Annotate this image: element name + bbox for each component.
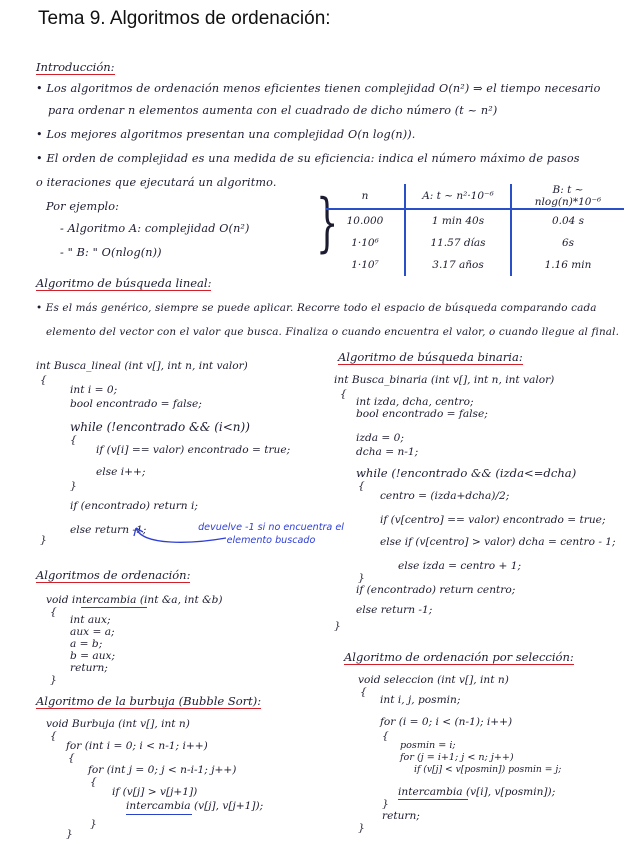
code-line: bool encontrado = false; (356, 408, 488, 420)
code-line: { (358, 480, 365, 492)
code-line: int Busca_binaria (int v[], int n, int valor) (334, 374, 555, 386)
code-line: for (int i = 0; i < n-1; i++) (66, 740, 208, 752)
code-line: if (v[j] > v[j+1]) (112, 786, 198, 798)
fn-underline (126, 814, 192, 815)
intro-line: • Los mejores algoritmos presentan una complejidad O(n log(n)). (36, 128, 416, 141)
code-line: intercambia (v[j], v[j+1]); (126, 800, 264, 812)
intro-line: • El orden de complejidad es una medida de su eficiencia: indica el número máximo de pasos (36, 152, 580, 165)
table-row (326, 232, 624, 254)
code-line: { (382, 730, 389, 742)
linear-desc-line: elemento del vector con el valor que busca. Finaliza o cuando encuentra el valor, o cuando llegue al final. (46, 326, 620, 338)
table-cell: 10.000 (346, 215, 384, 227)
code-line: b = aux; (70, 650, 116, 662)
code-line: if (encontrado) return i; (70, 500, 198, 512)
code-line: } (50, 674, 57, 686)
code-line: if (encontrado) return centro; (356, 584, 516, 596)
table-cell: 1·10⁷ (351, 259, 379, 271)
curly-brace-icon: } (316, 186, 339, 260)
code-line: int i = 0; (70, 384, 118, 396)
code-line: } (66, 828, 73, 840)
code-line: else if (v[centro] > valor) dcha = centro - 1; (380, 536, 616, 548)
code-line: } (40, 534, 47, 546)
code-line: return; (382, 810, 420, 822)
code-line: } (382, 798, 389, 810)
code-line: } (358, 572, 365, 584)
table-header-cell: B: t ~ nlog(n)*10⁻⁶ (511, 184, 624, 209)
code-line: } (334, 620, 341, 632)
table-cell: 1·10⁶ (351, 237, 379, 249)
intro-heading: Introducción: (36, 60, 115, 74)
page-title: Tema 9. Algoritmos de ordenación: (38, 8, 331, 29)
code-line: if (v[j] < v[posmin]) posmin = j; (414, 764, 562, 775)
table-row (326, 209, 624, 232)
return-note: devuelve -1 si no encuentra el elemento buscado (198, 522, 344, 546)
code-line: if (v[i] == valor) encontrado = true; (96, 444, 291, 456)
code-line: intercambia (v[i], v[posmin]); (398, 786, 556, 798)
seleccion-heading: Algoritmo de ordenación por selección: (344, 650, 574, 664)
table-header-row (326, 184, 624, 209)
table-cell: 11.57 días (405, 232, 511, 254)
burbuja-heading: Algoritmo de la burbuja (Bubble Sort): (36, 694, 262, 708)
code-line: } (90, 818, 97, 830)
code-line: else izda = centro + 1; (398, 560, 522, 572)
fn-underline (398, 799, 468, 800)
table-cell: 1 min 40s (405, 209, 511, 232)
code-line: if (v[centro] == valor) encontrado = true; (380, 514, 606, 526)
table-header-cell: n (326, 184, 405, 209)
code-line: { (40, 374, 47, 386)
code-line: { (70, 434, 77, 446)
code-line: } (70, 480, 77, 492)
intro-line: - Algoritmo A: complejidad O(n²) (60, 222, 250, 235)
code-line: else return -1; (70, 524, 147, 536)
code-line: return; (70, 662, 108, 674)
code-line: { (360, 686, 367, 698)
code-line: int izda, dcha, centro; (356, 396, 474, 408)
code-line: a = b; (70, 638, 103, 650)
intro-line: para ordenar n elementos aumenta con el cuadrado de dicho número (t ~ n²) (48, 104, 498, 117)
fn-underline (81, 607, 147, 608)
intro-line: - " B: " O(nlog(n)) (60, 246, 162, 259)
code-line: izda = 0; (356, 432, 404, 444)
code-line: { (50, 606, 57, 618)
code-line: int aux; (70, 614, 111, 626)
table-cell: 0.04 s (511, 209, 624, 232)
table-cell: 3.17 años (405, 254, 511, 276)
code-line: } (358, 822, 365, 834)
code-line: void seleccion (int v[], int n) (358, 674, 509, 686)
linear-heading: Algoritmo de búsqueda lineal: (36, 276, 212, 290)
code-line: else i++; (96, 466, 146, 478)
code-line: aux = a; (70, 626, 115, 638)
code-line: bool encontrado = false; (70, 398, 202, 410)
linear-desc-line: • Es el más genérico, siempre se puede aplicar. Recorre todo el espacio de búsqueda comparando cada (36, 302, 597, 314)
code-line (46, 594, 222, 606)
code-line: while (!encontrado && (izda<=dcha) (356, 466, 577, 480)
code-line: for (i = 0; i < (n-1); i++) (380, 716, 513, 728)
code-line: centro = (izda+dcha)/2; (380, 490, 510, 502)
intro-line: • Los algoritmos de ordenación menos eficientes tienen complejidad O(n²) ⇒ el tiempo necesario (36, 82, 601, 95)
ordenacion-heading: Algoritmos de ordenación: (36, 568, 191, 582)
binary-heading: Algoritmo de búsqueda binaria: (338, 350, 523, 364)
code-line: { (68, 752, 75, 764)
code-line-text: void intercambia (int &a, int &b) (46, 594, 223, 606)
code-line: int i, j, posmin; (380, 694, 461, 706)
code-line: posmin = i; (400, 740, 456, 751)
code-line: int Busca_lineal (int v[], int n, int valor) (36, 360, 248, 372)
code-line: { (50, 730, 57, 742)
intro-line: Por ejemplo: (46, 200, 120, 213)
table-cell: 1.16 min (511, 254, 624, 276)
code-line: while (!encontrado && (i<n)) (70, 420, 250, 434)
table-header-cell: A: t ~ n²·10⁻⁶ (405, 184, 511, 209)
code-line: else return -1; (356, 604, 433, 616)
code-line: for (j = i+1; j < n; j++) (400, 752, 514, 763)
code-line: { (90, 776, 97, 788)
intro-line: o iteraciones que ejecutará un algoritmo. (36, 176, 277, 189)
code-line: { (340, 388, 347, 400)
complexity-table (326, 184, 624, 276)
code-line: for (int j = 0; j < n-i-1; j++) (88, 764, 237, 776)
table-cell: 6s (511, 232, 624, 254)
table-row (326, 254, 624, 276)
code-line: void Burbuja (int v[], int n) (46, 718, 190, 730)
code-line: dcha = n-1; (356, 446, 419, 458)
